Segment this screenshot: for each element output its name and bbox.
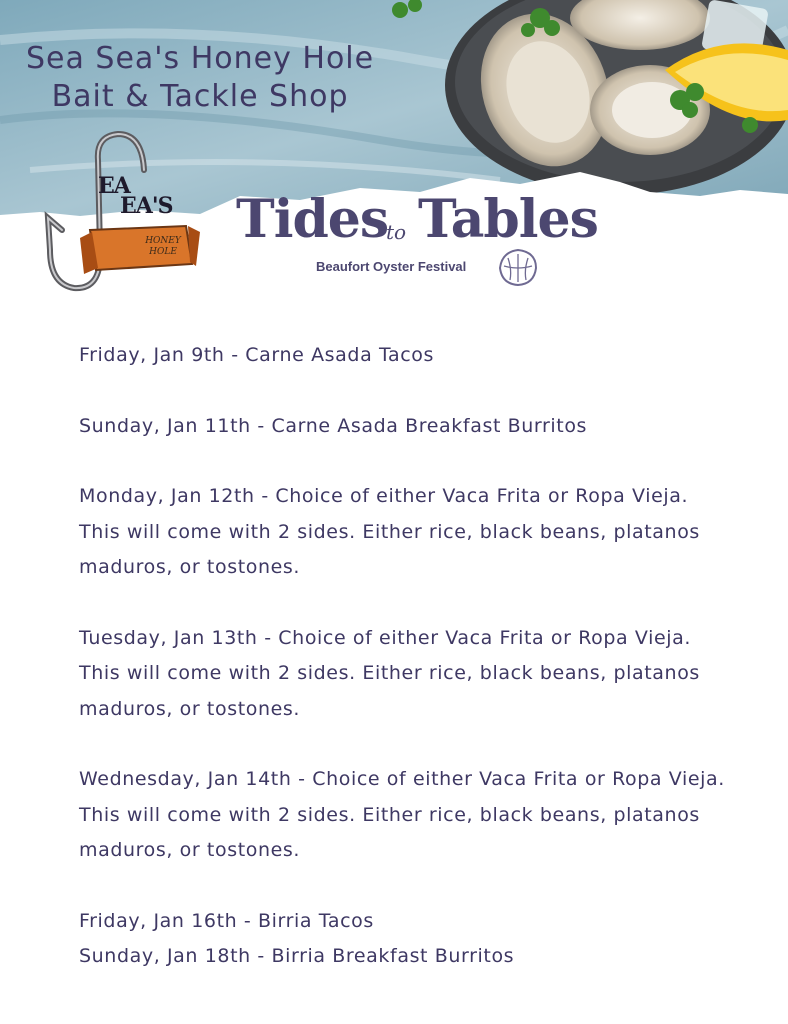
tides-to-tables-logo	[230, 188, 598, 298]
shop-title-line1: Sea Sea's Honey Hole	[26, 41, 375, 76]
menu-item: Friday, Jan 16th - Birria Tacos	[79, 909, 374, 932]
hook-banner-line1: HONEY	[145, 236, 181, 246]
festival-word-tides: Tides	[236, 189, 389, 250]
hook-banner-line2: HOLE	[149, 247, 177, 257]
honey-hole-hook-logo	[44, 130, 200, 295]
daily-specials-menu	[79, 338, 734, 975]
hook-logo-text	[98, 173, 178, 219]
festival-word-to: to	[386, 220, 407, 244]
menu-item: Wednesday, Jan 14th - Choice of either Vaca Frita or Ropa Vieja. This will come with 2 sides. Either rice, black beans, platanos maduros, or tostones.	[79, 768, 725, 861]
shop-title	[26, 40, 374, 116]
hook-logo-banner-text	[128, 236, 198, 258]
menu-item: Friday, Jan 9th - Carne Asada Tacos	[79, 344, 435, 366]
menu-item: Tuesday, Jan 13th - Choice of either Vaca Frita or Ropa Vieja. This will come with 2 sides. Either rice, black beans, platanos maduros, or tostones.	[79, 626, 700, 720]
menu-item: Monday, Jan 12th - Choice of either Vaca Frita or Ropa Vieja. This will come with 2 sides. Either rice, black beans, platanos maduros, or tostones.	[79, 485, 700, 578]
festival-subtitle: Beaufort Oyster Festival	[316, 259, 467, 274]
menu-item: Sunday, Jan 11th - Carne Asada Breakfast Burritos	[79, 414, 588, 437]
hook-logo-line2: EA'S	[120, 193, 173, 219]
menu-item: Sunday, Jan 18th - Birria Breakfast Burritos	[79, 945, 515, 967]
shop-title-line2: Bait & Tackle Shop	[51, 79, 349, 114]
hook-logo-line1: EA	[98, 173, 130, 199]
festival-word-tables: Tables	[418, 189, 598, 250]
oyster-outline-icon	[496, 246, 540, 288]
